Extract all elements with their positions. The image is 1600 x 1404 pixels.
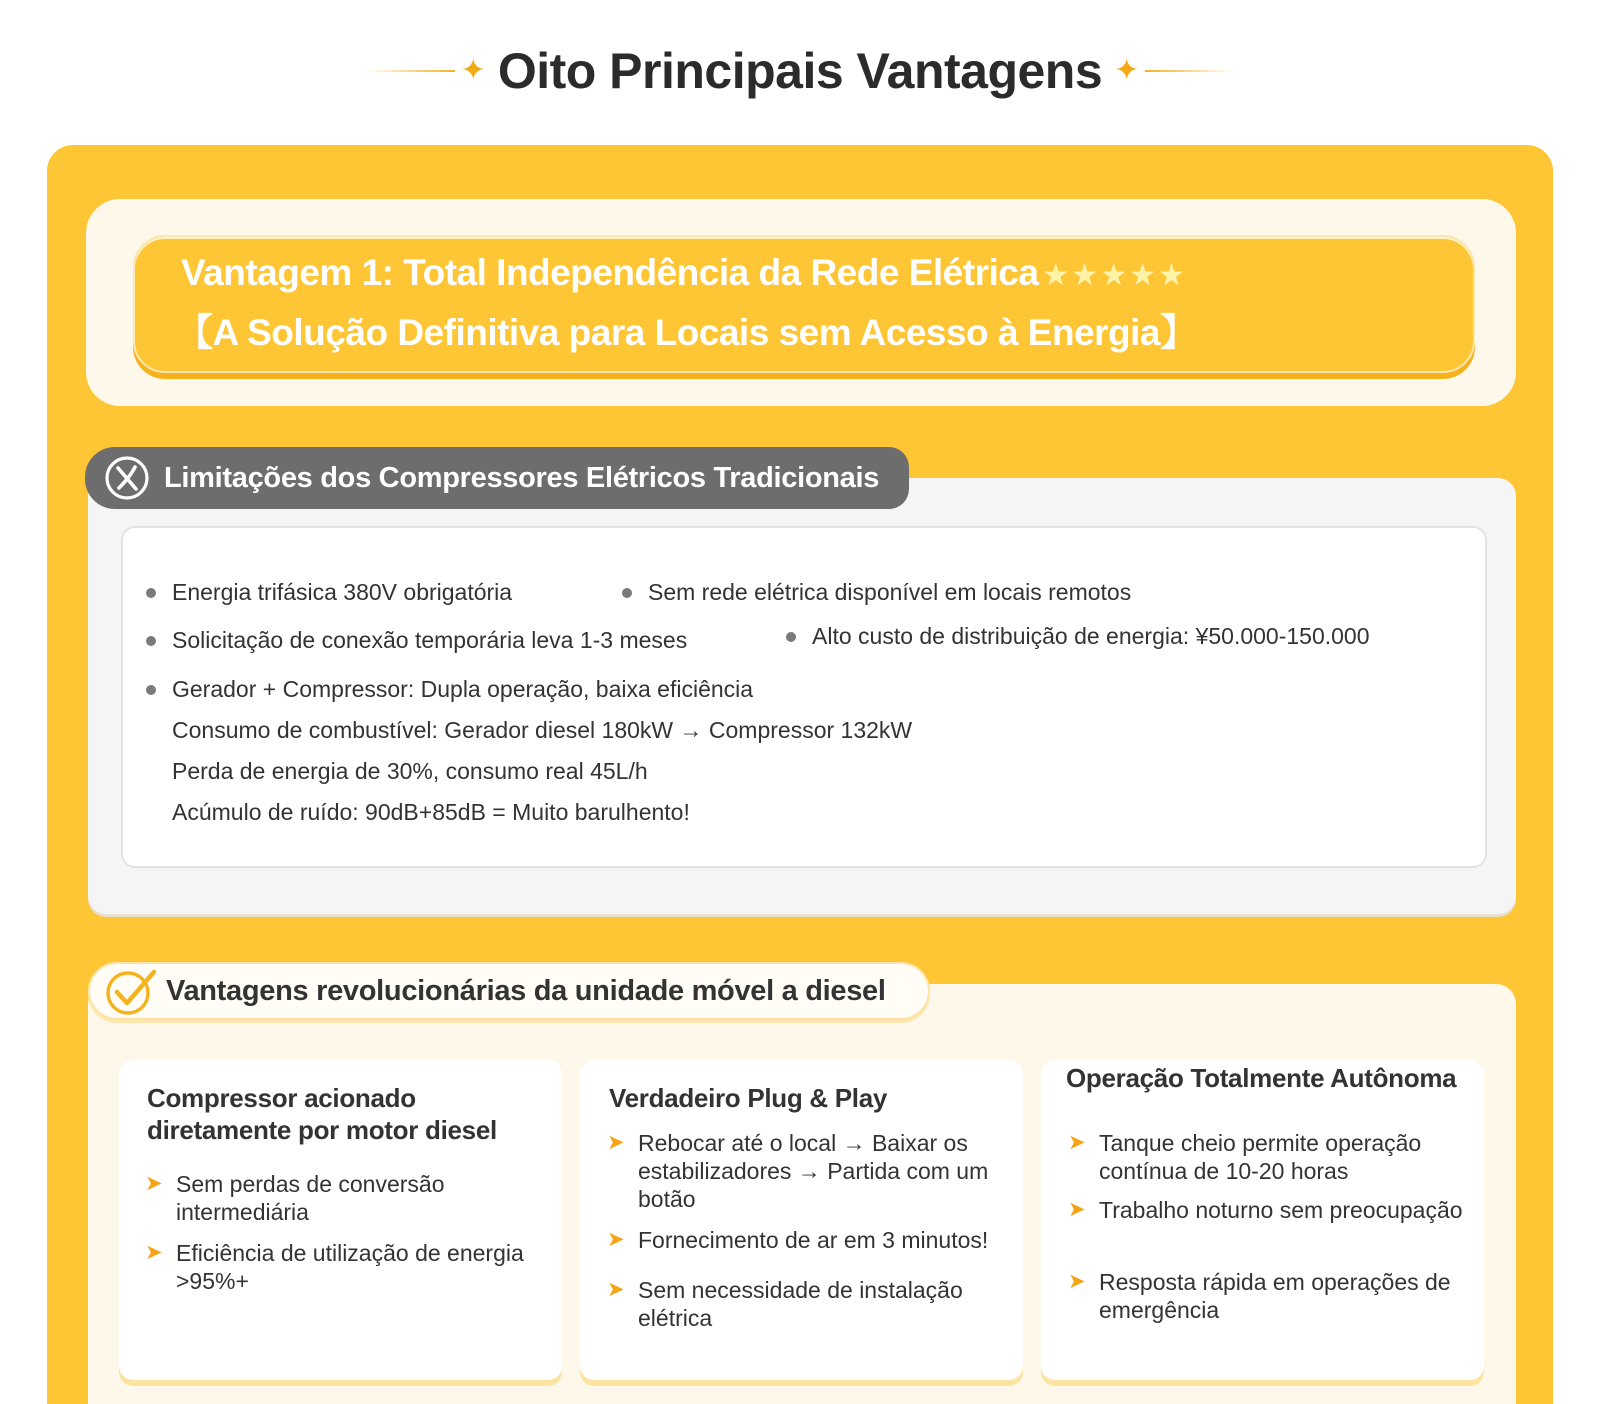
bullet-dot-icon (146, 588, 156, 598)
feature-title: Operação Totalmente Autônoma (1066, 1063, 1457, 1093)
hero-heading (181, 252, 1187, 294)
feature-item: Resposta rápida em operações de emergência (1099, 1269, 1451, 1323)
limitation-detail: Consumo de combustível: Gerador diesel 180kW → Compressor 132kW (172, 717, 913, 743)
advantages-tab (88, 962, 930, 1020)
hero-heading-text: Vantagem 1: Total Independência da Rede Elétrica (181, 252, 1039, 293)
arrow-right-icon: ➤ (607, 1278, 625, 1301)
x-circle-icon (104, 455, 150, 501)
bullet-dot-icon (146, 685, 156, 695)
feature-title: Verdadeiro Plug & Play (609, 1083, 888, 1113)
feature-item: Sem perdas de conversão intermediária (176, 1171, 445, 1225)
limitation-item: Sem rede elétrica disponível em locais remotos (622, 579, 1131, 606)
arrow-right-icon: ➤ (607, 1228, 625, 1251)
rating-stars-icon: ★★★★★ (1042, 259, 1187, 292)
sparkle-left-icon: ✦ (460, 54, 486, 87)
feature-title: Compressor acionado diretamente por motor diesel (147, 1083, 497, 1145)
feature-card-plug-play (580, 1060, 1023, 1380)
feature-item: Sem necessidade de instalação elétrica (638, 1277, 963, 1331)
feature-item: Trabalho noturno sem preocupação (1099, 1197, 1463, 1223)
arrow-right-icon: ➤ (1068, 1270, 1086, 1293)
check-circle-icon (104, 966, 158, 1016)
feature-item: Tanque cheio permite operação contínua de 10-20 horas (1099, 1130, 1422, 1184)
limitation-item: Energia trifásica 380V obrigatória (146, 579, 512, 606)
page-title: Oito Principais Vantagens (497, 43, 1103, 99)
arrow-right-icon: ➤ (607, 1131, 625, 1154)
arrow-right-icon: ➤ (145, 1172, 163, 1195)
limitation-detail: Perda de energia de 30%, consumo real 45L/h (172, 758, 648, 784)
title-left-line (365, 70, 455, 72)
sparkle-right-icon: ✦ (1114, 54, 1140, 87)
limitation-item: Gerador + Compressor: Dupla operação, baixa eficiência (146, 676, 753, 703)
hero-subheading: 【A Solução Definitiva para Locais sem Acesso à Energia】 (176, 312, 1197, 353)
limitation-detail: Acúmulo de ruído: 90dB+85dB = Muito barulhento! (172, 799, 690, 825)
feature-item: Fornecimento de ar em 3 minutos! (638, 1227, 989, 1253)
arrow-right-icon: ➤ (145, 1241, 163, 1264)
title-right-line (1145, 70, 1235, 72)
limitation-item: Solicitação de conexão temporária leva 1-3 meses (146, 627, 687, 654)
feature-card-autonomous (1041, 1060, 1484, 1380)
bullet-dot-icon (146, 636, 156, 646)
arrow-right-icon: ➤ (1068, 1198, 1086, 1221)
feature-item: Eficiência de utilização de energia >95%+ (176, 1240, 524, 1294)
arrow-right-icon: ➤ (1068, 1131, 1086, 1154)
limitations-tab (85, 447, 909, 509)
limitation-item: Alto custo de distribuição de energia: ¥50.000-150.000 (786, 623, 1370, 650)
bullet-dot-icon (622, 588, 632, 598)
feature-card-direct-drive (119, 1060, 562, 1380)
bullet-dot-icon (786, 632, 796, 642)
limitations-title: Limitações dos Compressores Elétricos Tradicionais (164, 461, 880, 494)
page-header (0, 42, 1600, 100)
advantages-title: Vantagens revolucionárias da unidade móvel a diesel (166, 974, 886, 1007)
feature-item: Rebocar até o local → Baixar os estabilizadores → Partida com um botão (638, 1130, 989, 1212)
